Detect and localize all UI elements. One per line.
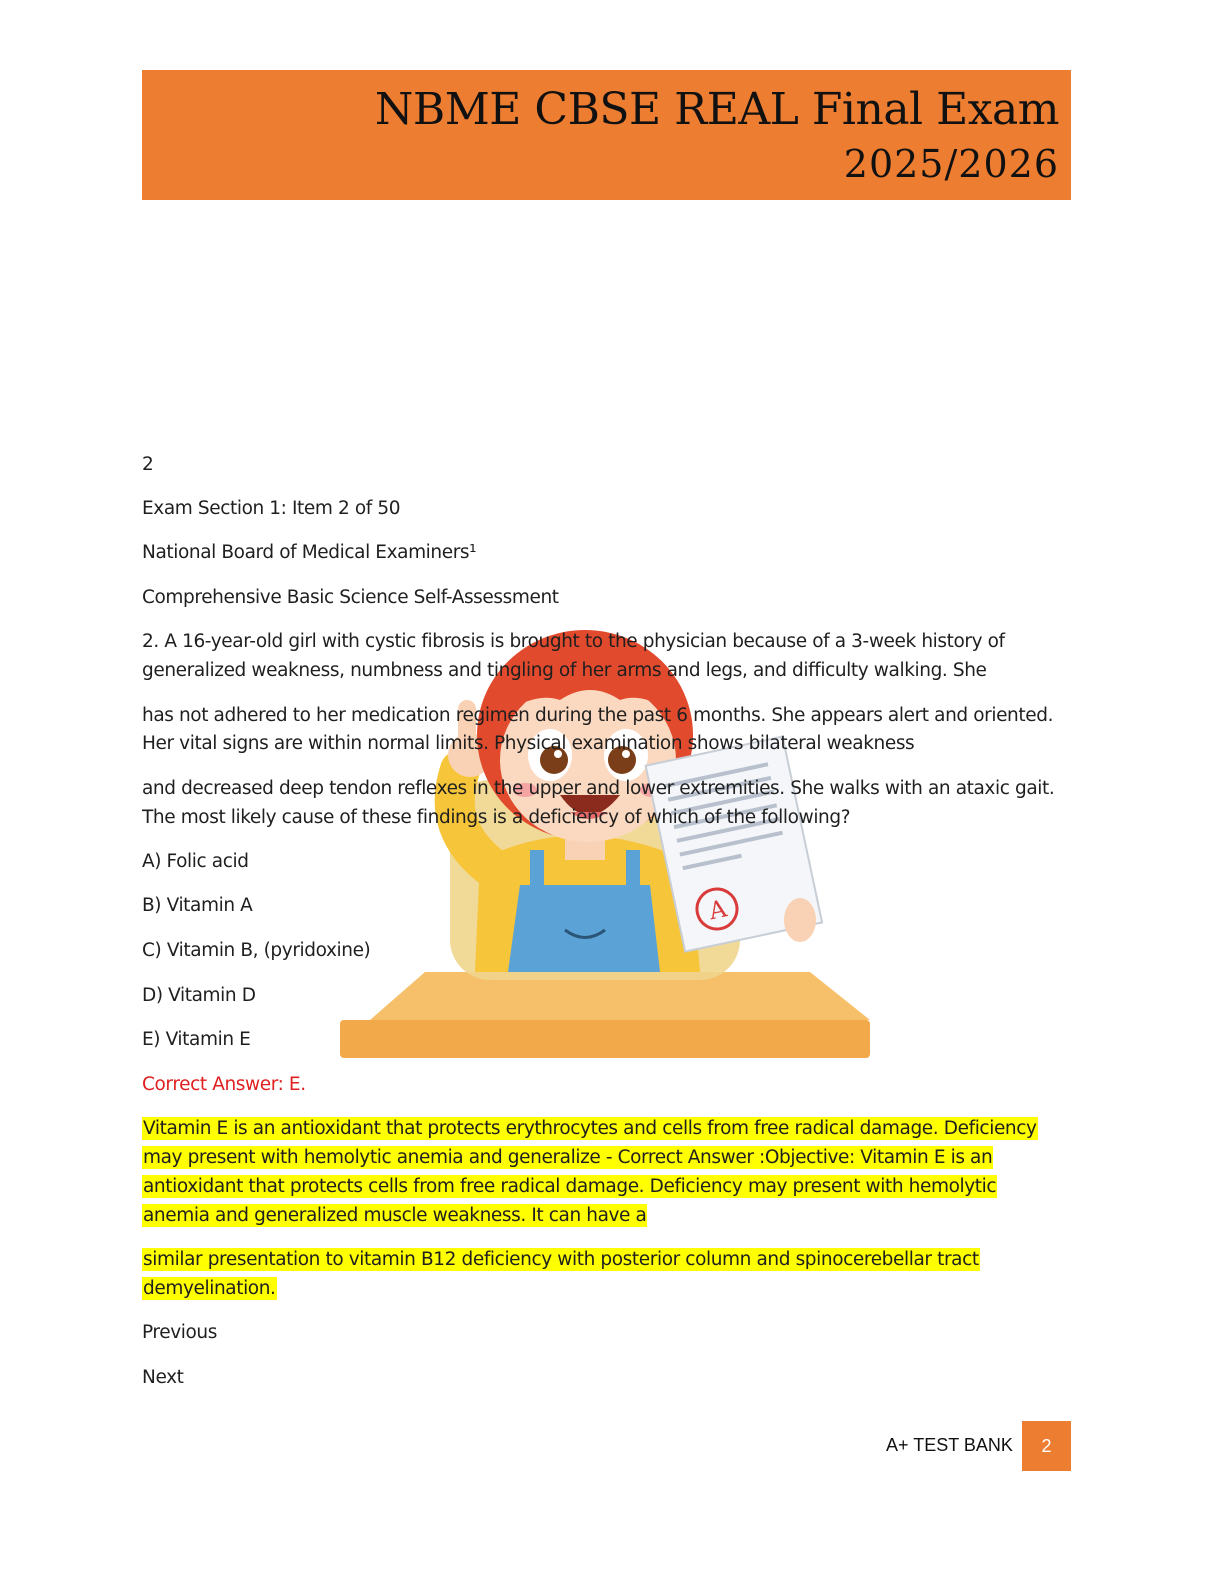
question-line: has not adhered to her medication regimen during the past 6 months. She appears alert and oriented. [142, 705, 1054, 726]
board-name: National Board of Medical Examiners¹ [142, 542, 477, 563]
grade-mark: A [706, 894, 730, 926]
explanation-line: anemia and generalized muscle weakness. It can have a [143, 1205, 647, 1226]
explanation-line: antioxidant that protects cells from free radical damage. Deficiency may present with hemolytic [143, 1176, 997, 1197]
option-d: D) Vitamin D [142, 985, 256, 1006]
explanation-line: may present with hemolytic anemia and generalize - Correct Answer :Objective: Vitamin E is an [143, 1147, 993, 1168]
question-line: generalized weakness, numbness and tingling of her arms and legs, and difficulty walking. She [142, 660, 987, 681]
option-a: A) Folic acid [142, 851, 249, 872]
explanation-line: Vitamin E is an antioxidant that protects erythrocytes and cells from free radical damage. Deficiency [143, 1118, 1037, 1139]
document-title: NBME CBSE REAL Final Exam [374, 84, 1059, 135]
explanation-line: demyelination. [143, 1278, 276, 1299]
option-e: E) Vitamin E [142, 1029, 251, 1050]
correct-answer: Correct Answer: E. [142, 1074, 306, 1095]
option-c: C) Vitamin B, (pyridoxine) [142, 940, 371, 961]
explanation-line: similar presentation to vitamin B12 deficiency with posterior column and spinocerebellar tract [143, 1249, 979, 1270]
document-year: 2025/2026 [843, 142, 1059, 186]
footer-label: A+ TEST BANK [886, 1435, 1013, 1455]
previous-link[interactable]: Previous [142, 1322, 217, 1343]
page-marker: 2 [142, 454, 154, 475]
title-banner [142, 70, 1071, 200]
next-link[interactable]: Next [142, 1367, 184, 1388]
question-line: 2. A 16-year-old girl with cystic fibrosis is brought to the physician because of a 3-week history of [142, 631, 1005, 652]
question-line: and decreased deep tendon reflexes in the upper and lower extremities. She walks with an ataxic gait. [142, 778, 1055, 799]
option-b: B) Vitamin A [142, 895, 253, 916]
page-number: 2 [1041, 1435, 1052, 1456]
assessment-name: Comprehensive Basic Science Self-Assessment [142, 587, 559, 608]
question-line: Her vital signs are within normal limits. Physical examination shows bilateral weakness [142, 733, 915, 754]
page-number-badge [1022, 1421, 1071, 1471]
exam-section-label: Exam Section 1: Item 2 of 50 [142, 498, 401, 519]
question-line: The most likely cause of these findings is a deficiency of which of the following? [142, 807, 851, 828]
